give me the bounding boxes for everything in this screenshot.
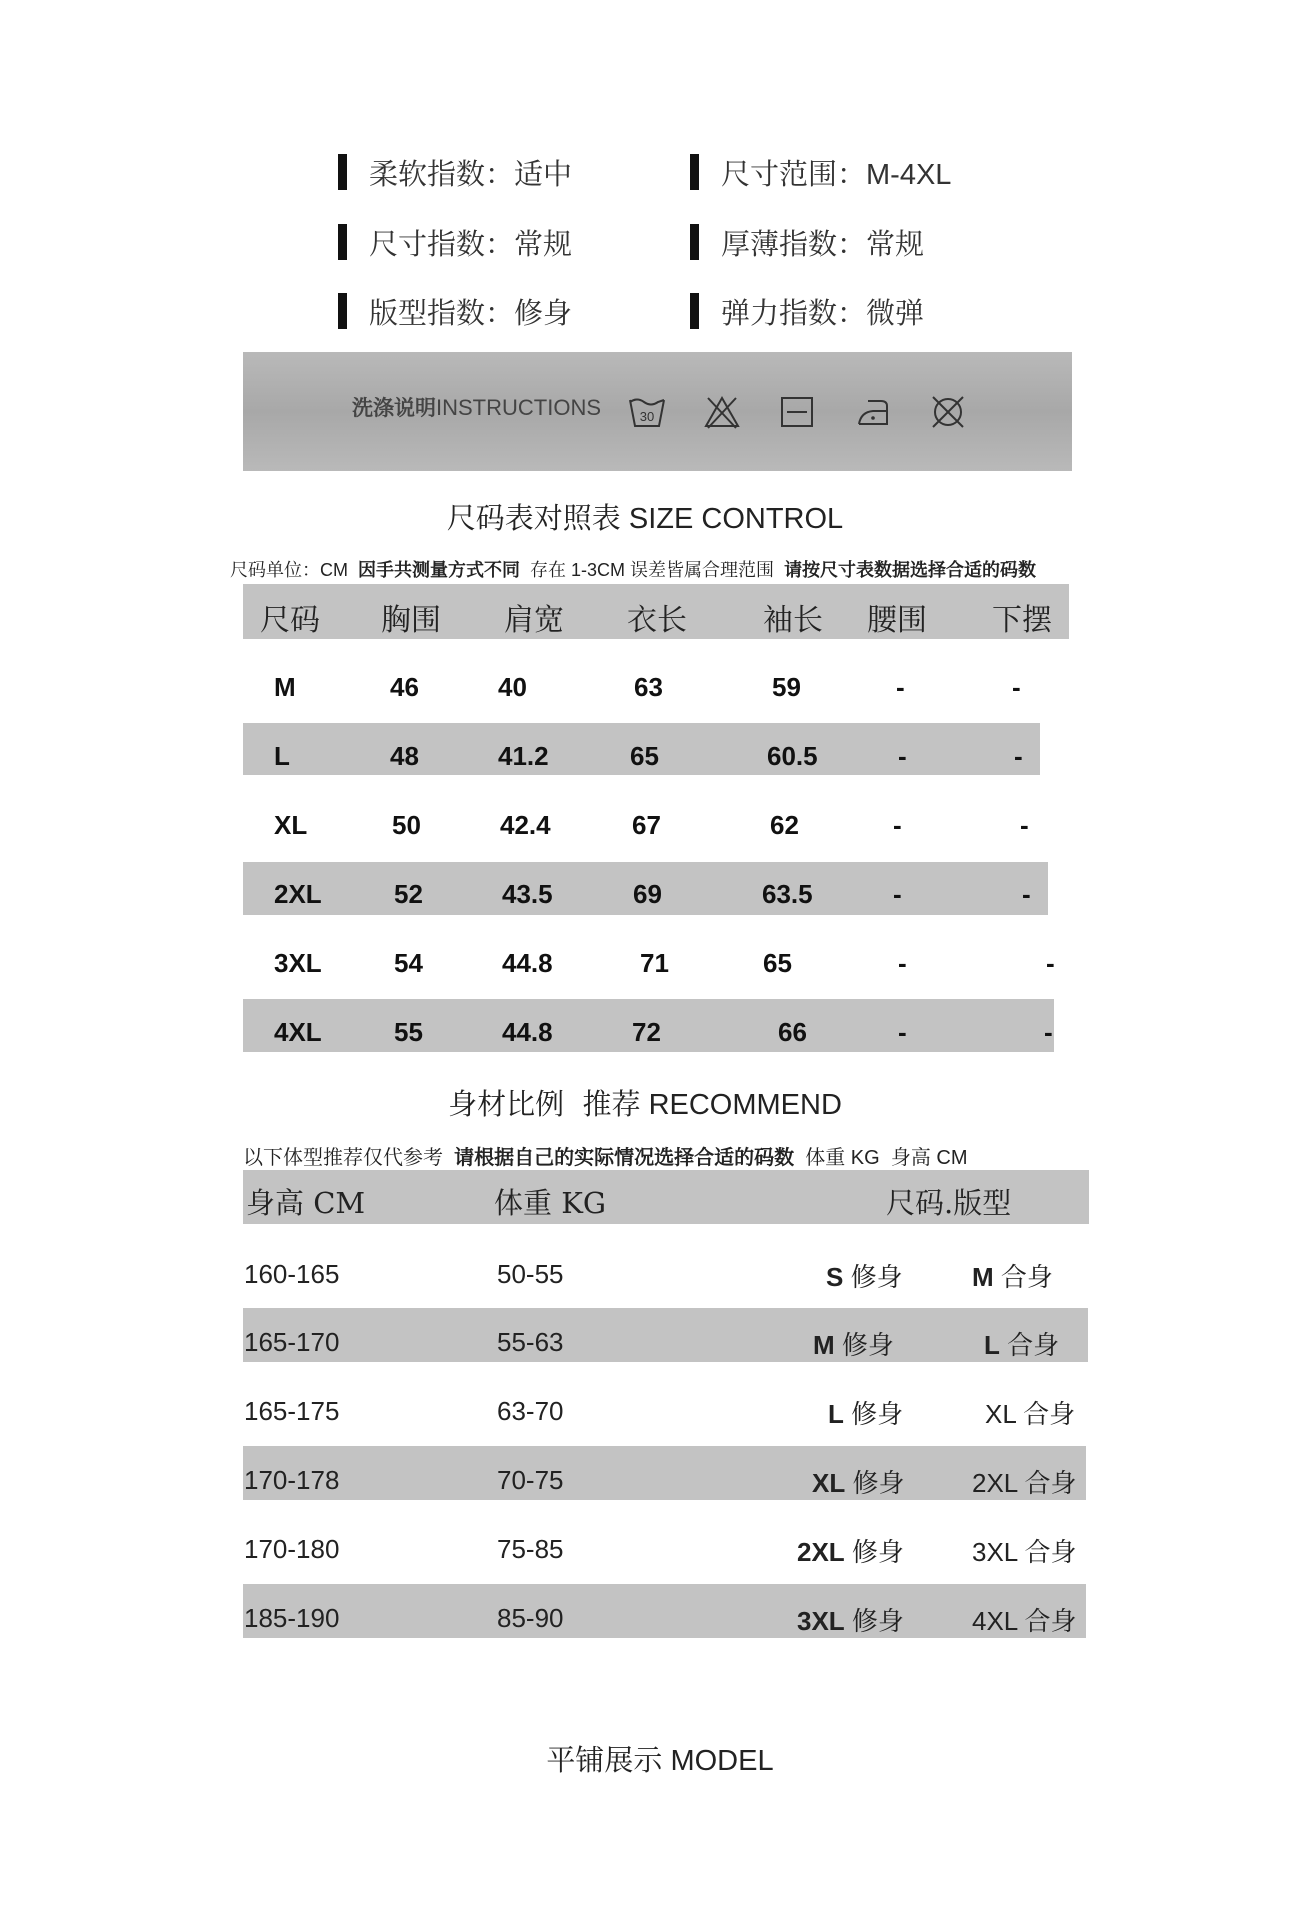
model-title: 平铺展示 MODEL <box>546 1743 774 1777</box>
slim-size-cell: 3XL 修身 <box>797 1606 904 1637</box>
header-waist: 腰围 <box>867 603 927 638</box>
height-cell: 170-178 <box>244 1465 340 1495</box>
height-cell: 170-180 <box>244 1534 340 1564</box>
attr-label: 版型指数： <box>369 295 515 330</box>
attr-size-index <box>338 222 572 262</box>
size-cell: M <box>274 672 296 702</box>
hem-cell: - <box>1014 741 1023 771</box>
sleeve-cell: 62 <box>770 810 799 840</box>
shoulder-cell: 41.2 <box>498 741 549 771</box>
size-cell: L <box>274 741 290 771</box>
weight-cell: 50-55 <box>497 1259 564 1289</box>
attr-label: 尺寸指数： <box>369 226 515 261</box>
sleeve-cell: 65 <box>763 948 792 978</box>
wash-label: 洗涤说明INSTRUCTIONS <box>352 395 601 420</box>
recommend-row-band <box>243 1446 1086 1500</box>
slim-size-cell: L 修身 <box>828 1399 904 1430</box>
attr-label: 弹力指数： <box>721 295 867 330</box>
size-chart-title: 尺码表对照表 SIZE CONTROL <box>446 501 844 535</box>
attr-label: 柔软指数： <box>369 156 515 191</box>
length-cell: 69 <box>633 879 662 909</box>
bullet-bar <box>690 154 699 190</box>
chest-cell: 52 <box>394 879 423 909</box>
height-cell: 185-190 <box>244 1603 340 1633</box>
hem-cell: - <box>1022 879 1031 909</box>
size-cell: 4XL <box>274 1017 322 1047</box>
size-cell: 3XL <box>274 948 322 978</box>
attr-value: M-4XL <box>866 158 952 191</box>
regular-size-cell: XL 合身 <box>985 1399 1076 1430</box>
header-sleeve: 袖长 <box>763 603 823 638</box>
height-cell: 165-175 <box>244 1396 340 1426</box>
bullet-bar <box>338 224 347 260</box>
attr-value: 常规 <box>866 226 925 261</box>
chest-cell: 50 <box>392 810 421 840</box>
attr-thickness <box>690 222 924 262</box>
shoulder-cell: 40 <box>498 672 527 702</box>
header-hem: 下摆 <box>992 603 1052 638</box>
wash-instructions-banner <box>243 352 1072 471</box>
recommend-row-band <box>243 1584 1086 1638</box>
regular-size-cell: 4XL 合身 <box>972 1606 1077 1637</box>
chest-cell: 54 <box>394 948 423 978</box>
length-cell: 65 <box>630 741 659 771</box>
recommend-note: 以下体型推荐仅代参考 请根据自己的实际情况选择合适的码数 体重 KG 身高 CM <box>243 1147 968 1169</box>
wash-30-icon <box>627 392 667 432</box>
waist-cell: - <box>896 672 905 702</box>
attr-fit <box>338 291 572 331</box>
size-chart-note: 尺码单位：CM 因手共测量方式不同 存在 1-3CM 误差皆属合理范围 请按尺寸表数据选择合适的码数 <box>230 560 1037 580</box>
length-cell: 67 <box>632 810 661 840</box>
header-chest: 胸围 <box>381 603 441 638</box>
shoulder-cell: 42.4 <box>500 810 551 840</box>
length-cell: 63 <box>634 672 663 702</box>
size-cell: XL <box>274 810 308 840</box>
weight-cell: 63-70 <box>497 1396 564 1426</box>
header-size-fit: 尺码.版型 <box>886 1186 1012 1220</box>
wash-temp: 30 <box>639 409 655 424</box>
bullet-bar <box>338 293 347 329</box>
length-cell: 71 <box>640 948 669 978</box>
iron-icon <box>853 392 893 432</box>
sleeve-cell: 60.5 <box>767 741 818 771</box>
slim-size-cell: M 修身 <box>813 1330 894 1361</box>
slim-size-cell: S 修身 <box>826 1262 903 1293</box>
recommend-title: 身材比例 推荐 RECOMMEND <box>448 1087 842 1121</box>
waist-cell: - <box>898 948 907 978</box>
sleeve-cell: 63.5 <box>762 879 813 909</box>
size-cell: 2XL <box>274 879 322 909</box>
header-weight: 体重 KG <box>494 1186 607 1220</box>
waist-cell: - <box>893 810 902 840</box>
regular-size-cell: M 合身 <box>972 1262 1053 1293</box>
attr-value: 修身 <box>514 295 573 330</box>
length-cell: 72 <box>632 1017 661 1047</box>
header-length: 衣长 <box>627 603 687 638</box>
attr-label: 厚薄指数： <box>721 226 867 261</box>
attr-elasticity <box>690 291 924 331</box>
height-cell: 165-170 <box>244 1327 340 1357</box>
attr-softness <box>338 152 572 192</box>
regular-size-cell: L 合身 <box>984 1330 1060 1361</box>
attr-value: 适中 <box>514 156 573 191</box>
regular-size-cell: 2XL 合身 <box>972 1468 1077 1499</box>
recommend-row-band <box>243 1308 1088 1362</box>
shoulder-cell: 44.8 <box>502 948 553 978</box>
waist-cell: - <box>898 1017 907 1047</box>
weight-cell: 75-85 <box>497 1534 564 1564</box>
chest-cell: 46 <box>390 672 419 702</box>
header-height: 身高 CM <box>246 1186 366 1220</box>
weight-cell: 55-63 <box>497 1327 564 1357</box>
shoulder-cell: 44.8 <box>502 1017 553 1047</box>
header-shoulder: 肩宽 <box>504 603 564 638</box>
bullet-bar <box>690 224 699 260</box>
slim-size-cell: XL 修身 <box>812 1468 905 1499</box>
attr-value: 微弹 <box>866 295 925 330</box>
header-size: 尺码 <box>260 603 320 638</box>
waist-cell: - <box>893 879 902 909</box>
waist-cell: - <box>898 741 907 771</box>
weight-cell: 85-90 <box>497 1603 564 1633</box>
chest-cell: 48 <box>390 741 419 771</box>
height-cell: 160-165 <box>244 1259 340 1289</box>
attr-label: 尺寸范围： <box>721 156 867 191</box>
sleeve-cell: 59 <box>772 672 801 702</box>
hem-cell: - <box>1012 672 1021 702</box>
dry-flat-icon <box>777 392 817 432</box>
hem-cell: - <box>1044 1017 1053 1047</box>
shoulder-cell: 43.5 <box>502 879 553 909</box>
no-bleach-icon <box>702 392 742 432</box>
bullet-bar <box>690 293 699 329</box>
weight-cell: 70-75 <box>497 1465 564 1495</box>
attr-size-range <box>690 152 951 192</box>
hem-cell: - <box>1046 948 1055 978</box>
slim-size-cell: 2XL 修身 <box>797 1537 904 1568</box>
attr-value: 常规 <box>514 226 573 261</box>
no-dry-clean-icon <box>928 392 968 432</box>
sleeve-cell: 66 <box>778 1017 807 1047</box>
bullet-bar <box>338 154 347 190</box>
hem-cell: - <box>1020 810 1029 840</box>
regular-size-cell: 3XL 合身 <box>972 1537 1077 1568</box>
chest-cell: 55 <box>394 1017 423 1047</box>
